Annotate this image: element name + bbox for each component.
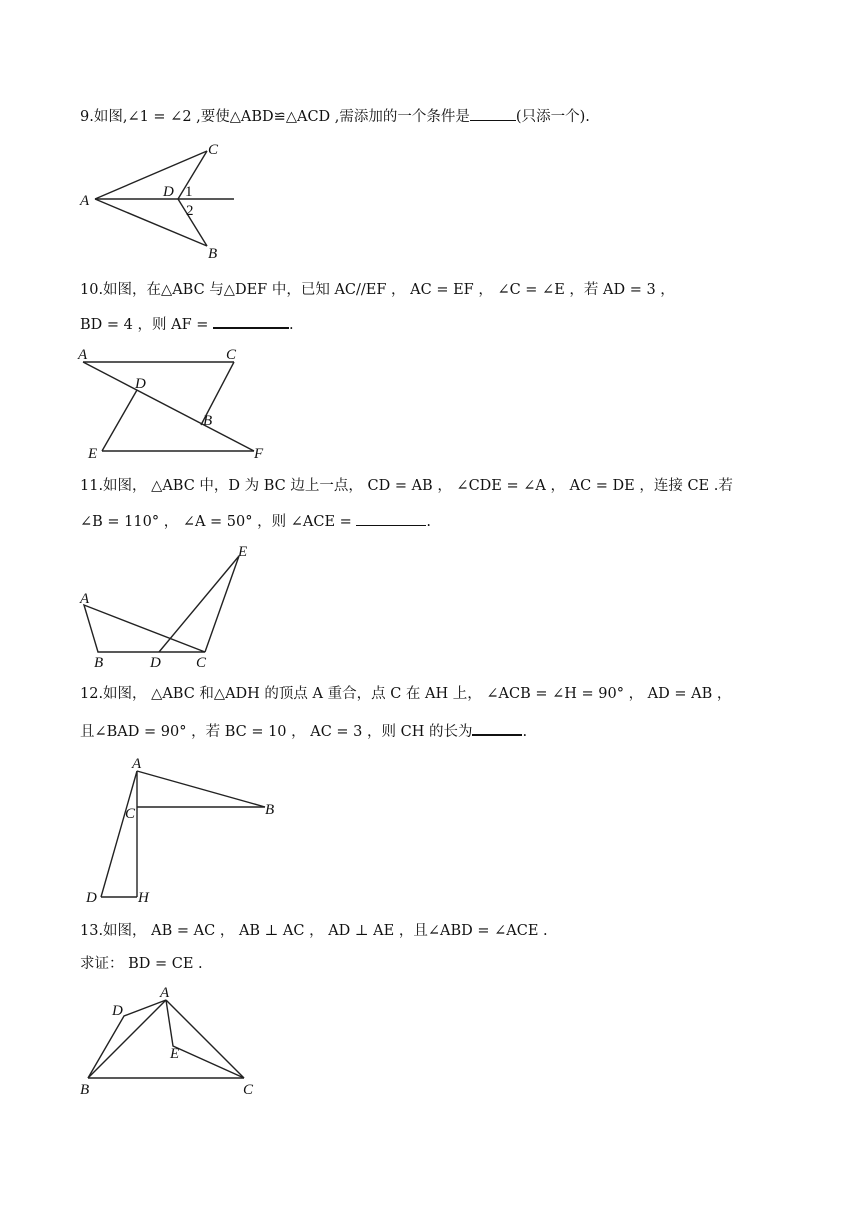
q12-text-post: . (522, 724, 528, 740)
q9-text-pre: 9.如图,∠1 = ∠2 ,要使△ABD≌△ACD ,需添加的一个条件是 (80, 109, 470, 125)
q9-label-1: 1 (185, 184, 193, 200)
q13-label-B: B (80, 1082, 90, 1098)
q9-label-B: B (208, 246, 218, 262)
q12-text-pre: 且∠BAD = 90° ，若 BC = 10 ， AC = 3 ，则 CH 的长为 (80, 724, 473, 740)
q10-text-line1: 10.如图，在△ABC 与△DEF 中，已知 AC//EF ， AC = EF ， ∠C = ∠E ，若 AD = 3 ， (80, 282, 675, 298)
q11-text-post: . (426, 514, 432, 530)
q13-label-D: D (112, 1003, 123, 1019)
q10-label-A: A (78, 347, 88, 363)
q10-label-F: F (254, 446, 264, 462)
q10-text-post: . (289, 317, 294, 333)
q9-label-D: D (163, 184, 174, 200)
q10-label-E: E (88, 446, 98, 462)
q11-label-E: E (238, 544, 248, 560)
q9-label-C: C (208, 142, 219, 158)
q11-label-C: C (196, 655, 207, 671)
q12-label-C: C (125, 806, 136, 822)
q13-segment-BA (88, 1000, 166, 1078)
q9-label-2: 2 (186, 203, 194, 219)
q11-text-line1: 11.如图， △ABC 中，D 为 BC 边上一点， CD = AB ， ∠CDE = ∠A ， AC = DE ，连接 CE .若 (80, 478, 733, 494)
q10-label-C: C (226, 347, 237, 363)
q9-text-post: (只添一个). (515, 109, 590, 125)
q10-label-B: B (203, 413, 213, 429)
q13-label-A: A (160, 985, 170, 1001)
q13-label-C: C (243, 1082, 254, 1098)
q12-text-line1: 12.如图， △ABC 和△ADH 的顶点 A 重合，点 C 在 AH 上， ∠ACB = ∠H = 90° ， AD = AB ， (80, 686, 732, 702)
q10-text-pre: BD = 4 ，则 AF = (80, 317, 209, 333)
q13-label-E: E (170, 1046, 180, 1062)
q12-label-H: H (138, 890, 149, 906)
q12-label-A: A (132, 756, 142, 772)
q9-label-A: A (80, 193, 90, 209)
q12-label-D: D (86, 890, 97, 906)
q11-label-B: B (94, 655, 104, 671)
q11-label-A: A (80, 591, 90, 607)
q10-label-D: D (135, 376, 146, 392)
q12-label-B: B (265, 802, 275, 818)
q13-segment-AC (166, 1000, 244, 1078)
q11-label-D: D (150, 655, 161, 671)
q13-text-line2: 求证： BD = CE . (80, 956, 203, 972)
q13-text-line1: 13.如图， AB = AC ， AB ⊥ AC ， AD ⊥ AE ，且∠ABD = ∠ACE . (80, 923, 548, 939)
q11-text-pre: ∠B = 110° ， ∠A = 50° ，则 ∠ACE = (80, 514, 352, 530)
